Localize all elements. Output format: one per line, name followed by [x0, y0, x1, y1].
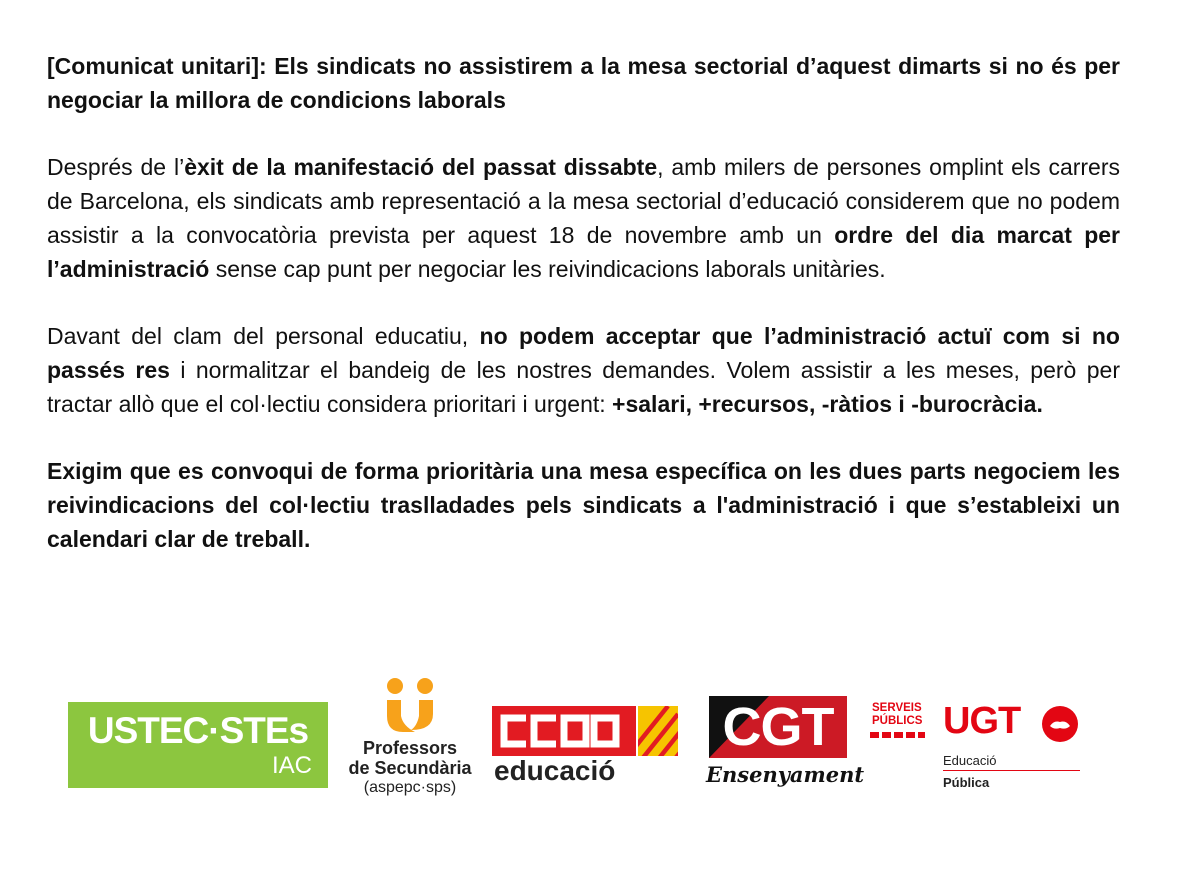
senyera-flag-icon — [638, 706, 678, 756]
p2-bold-1: no podem acceptar que l’administració actuï com si no passés res — [47, 323, 1120, 383]
p1-text-1: Després de l’ — [47, 154, 185, 181]
ugt-serveis-label — [872, 702, 922, 728]
professors-line1: Professors — [362, 738, 458, 758]
p1-bold-1: èxit de la manifestació del passat dissabte — [184, 154, 658, 181]
ccoo-logo-sub: educació — [494, 755, 616, 786]
cgt-logo-name: CGT — [722, 697, 834, 757]
p1-text-2: , amb milers de persones omplint els carrers de Barcelona, els sindicats amb representació a la mesa sectorial d’educació considerem que no podem assistir a la convocatòria prevista per aquest 18 de novembre amb un — [47, 154, 1120, 248]
ccoo-educacio-logo — [492, 706, 684, 786]
p1-bold-2: ordre del dia marcat per l’administració — [47, 221, 1120, 282]
ustec-logo-name: USTEC·STEs — [87, 710, 309, 751]
professors-line3: (aspepc·sps) — [363, 779, 457, 796]
headline-text: Els sindicats no assistirem a la mesa sectorial d’aquest dimarts si no és per negociar la millora de condicions laborals — [47, 53, 1120, 113]
ugt-educacio-text: Educació — [943, 753, 997, 768]
p3-bold: Exigim que es convoqui de forma prioritària una mesa específica on les dues parts negociem les reivindicacions del col·lectiu traslladades pels sindicats a l'administració i que s’estableixi un calendari clar de treball. — [47, 458, 1120, 552]
cgt-logo-sub: Ensenyament — [706, 762, 865, 787]
ustec-stes-logo — [68, 702, 328, 788]
p2-text-2: i normalitzar el bandeig de les nostres demandes. Volem assistir a les meses, però per tractar allò que el col·lectiu considera prioritari i urgent: — [47, 356, 1120, 417]
ccoo-red-bar — [492, 706, 636, 756]
ccoo-letters-icon — [492, 706, 636, 756]
paragraph-3 — [47, 455, 1120, 556]
ustec-logo-sub: IAC — [271, 752, 312, 779]
p1-text-3: sense cap punt per negociar les reivindicacions laborals unitàries. — [209, 255, 886, 282]
p2-bold-2: +salari, +recursos, -ràtios i -burocràcia. — [612, 390, 1043, 417]
paragraph-1 — [47, 151, 1120, 286]
professors-secundaria-logo — [344, 676, 476, 816]
ugt-divider — [943, 770, 1080, 771]
ugt-dashes-icon — [870, 732, 926, 740]
ugt-logo-name: UGT — [943, 700, 1021, 742]
professors-figures-icon — [375, 676, 445, 738]
ugt-handshake-icon — [1042, 706, 1078, 742]
p2-text-1: Davant del clam del personal educatiu, — [47, 323, 480, 350]
ugt-educacio-logo — [866, 702, 1082, 794]
headline — [47, 50, 1120, 117]
ugt-serveis-line1: SERVEIS — [872, 702, 922, 714]
ugt-publica-text: Pública — [943, 775, 990, 790]
cgt-red-box — [709, 696, 847, 758]
cgt-ensenyament-logo — [706, 694, 865, 798]
paragraph-2 — [47, 320, 1120, 421]
ugt-serveis-line2: PÚBLICS — [872, 715, 923, 727]
professors-line2: de Secundària — [348, 758, 472, 778]
headline-prefix: [Comunicat unitari]: — [47, 53, 267, 79]
document-body — [47, 50, 1120, 556]
